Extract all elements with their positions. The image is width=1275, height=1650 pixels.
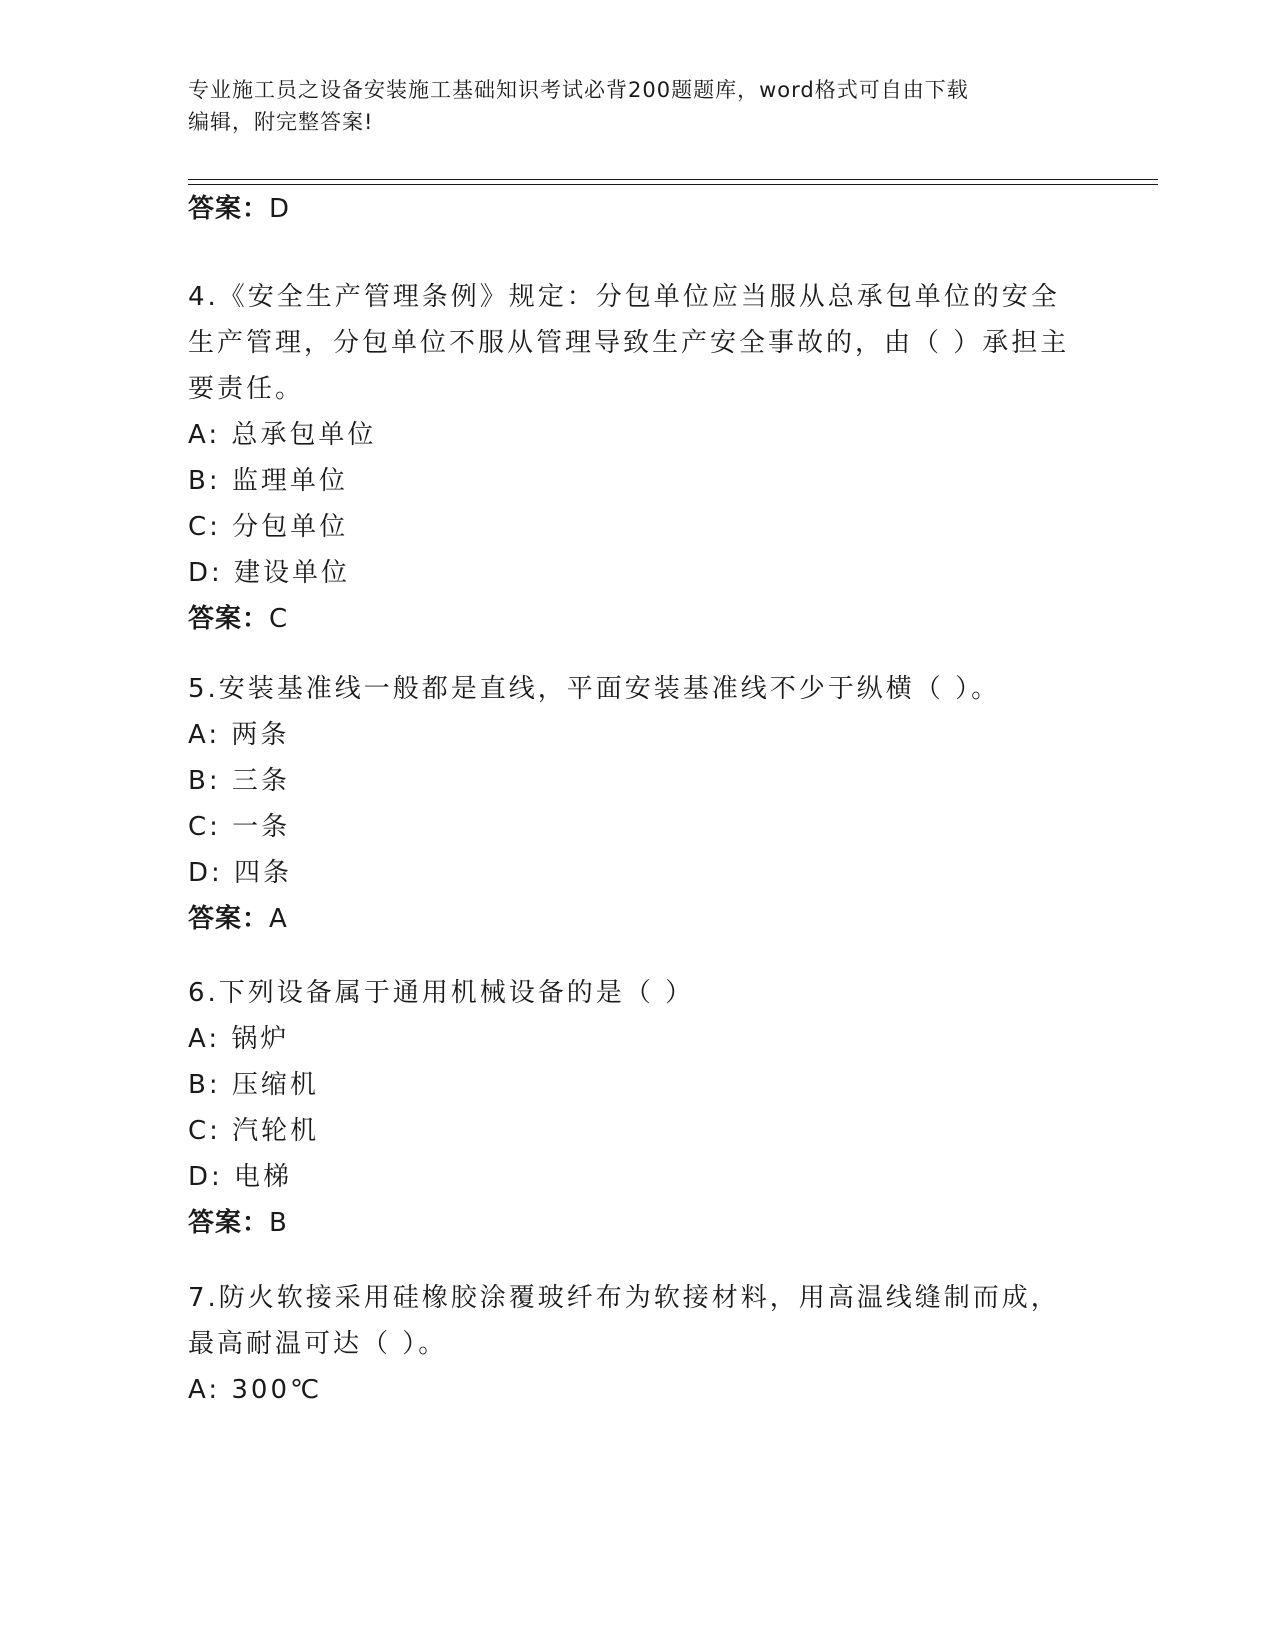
option-d: D: 电梯 <box>188 1162 293 1192</box>
question-text-line: 6.下列设备属于通用机械设备的是（ ） <box>188 978 695 1008</box>
document-header <box>188 74 1088 138</box>
question-5 <box>188 666 1088 942</box>
question-text-line: 7.防火软接采用硅橡胶涂覆玻纤布为软接材料，用高温线缝制而成， <box>188 1283 1060 1313</box>
header-line-2: 编辑，附完整答案! <box>188 110 374 134</box>
option-a: A: 300℃ <box>188 1375 323 1405</box>
question-text-line: 4.《安全生产管理条例》规定：分包单位应当服从总承包单位的安全 <box>188 282 1060 312</box>
option-a: A: 锅炉 <box>188 1024 290 1054</box>
answer-label: 答案： <box>188 1208 270 1238</box>
question-text-line: 生产管理，分包单位不服从管理导致生产安全事故的，由（ ）承担主 <box>188 328 1070 358</box>
answer-label: 答案： <box>188 604 270 634</box>
header-line-1: 专业施工员之设备安装施工基础知识考试必背200题题库，word格式可自由下载 <box>188 78 969 102</box>
answer-label: 答案： <box>188 194 270 224</box>
answer-line <box>188 596 1088 642</box>
option-b: B: 监理单位 <box>188 466 348 496</box>
answer-value: D <box>269 194 291 224</box>
option-d: D: 四条 <box>188 858 293 888</box>
header-divider-bottom <box>188 184 1158 185</box>
answer-line <box>188 896 1088 942</box>
previous-answer-block <box>188 186 1088 232</box>
option-c: C: 一条 <box>188 812 291 842</box>
answer-line <box>188 186 1088 232</box>
answer-value: A <box>269 904 288 934</box>
answer-line <box>188 1200 1088 1246</box>
question-text-line: 要责任。 <box>188 374 305 404</box>
option-c: C: 汽轮机 <box>188 1116 320 1146</box>
question-text-line: 5.安装基准线一般都是直线，平面安装基准线不少于纵横（ ）。 <box>188 674 1001 704</box>
answer-value: B <box>269 1208 288 1238</box>
answer-label: 答案： <box>188 904 270 934</box>
question-7 <box>188 1275 1088 1413</box>
option-a: A: 两条 <box>188 720 290 750</box>
question-text-line: 最高耐温可达（ ）。 <box>188 1329 448 1359</box>
question-4 <box>188 274 1088 642</box>
option-d: D: 建设单位 <box>188 558 351 588</box>
option-b: B: 压缩机 <box>188 1070 319 1100</box>
header-divider-top <box>188 179 1158 180</box>
option-a: A: 总承包单位 <box>188 420 377 450</box>
answer-value: C <box>269 604 289 634</box>
option-b: B: 三条 <box>188 766 290 796</box>
option-c: C: 分包单位 <box>188 512 349 542</box>
question-6 <box>188 970 1088 1246</box>
